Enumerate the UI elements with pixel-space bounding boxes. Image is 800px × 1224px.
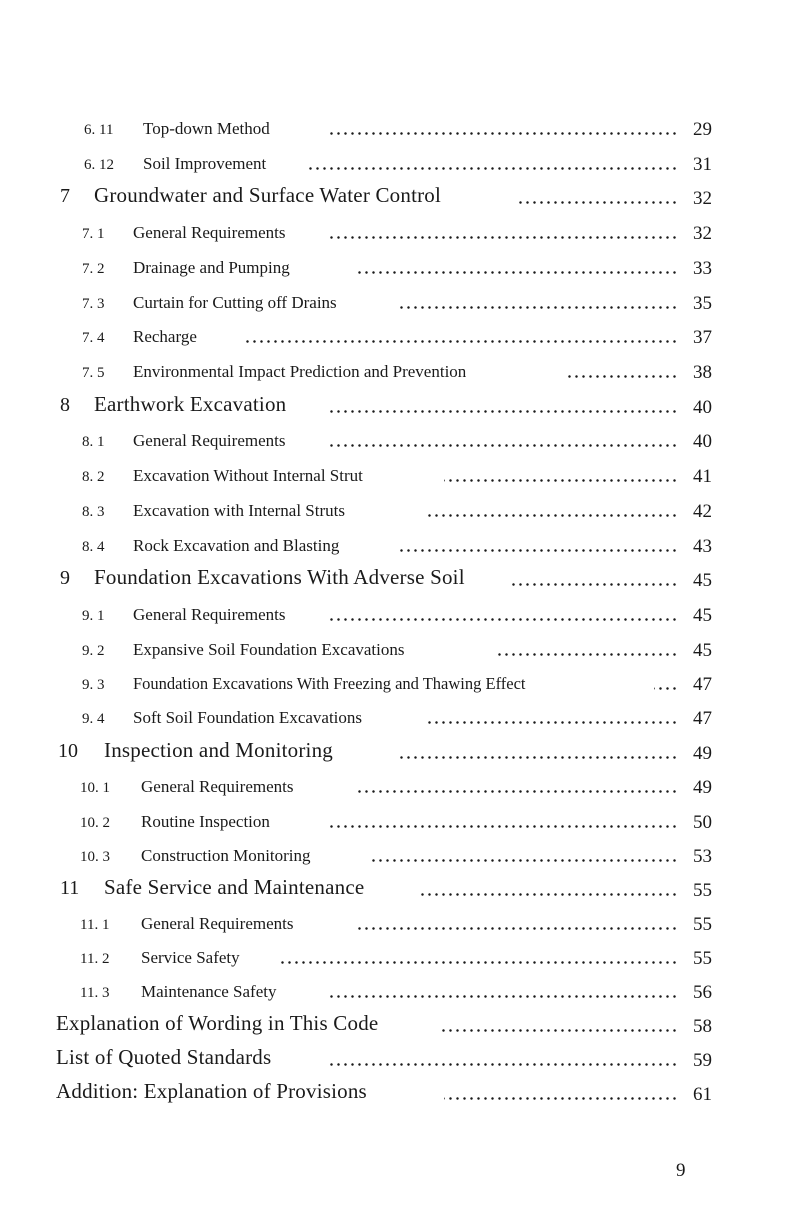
toc-entry-number: 7. 5 (82, 365, 105, 381)
toc-entry-number: 10. 1 (80, 780, 110, 796)
toc-entry-title: List of Quoted Standards (56, 1045, 272, 1069)
toc-entry-title: General Requirements (141, 914, 294, 933)
dot-leader (512, 583, 678, 586)
toc-entry-number: 8. 1 (82, 434, 105, 450)
toc-entry-page: 29 (693, 119, 712, 140)
toc-entry-10[interactable] (0, 735, 800, 769)
toc-entry-title: Explanation of Wording in This Code (56, 1011, 379, 1035)
toc-entry-title: Recharge (133, 327, 197, 346)
toc-entry-8-2[interactable] (0, 458, 800, 492)
toc-entry-number: 7 (60, 185, 70, 207)
toc-entry-title: Foundation Excavations With Freezing and Thawing Effect (133, 674, 526, 693)
toc-entry-7-1[interactable] (0, 215, 800, 249)
toc-entry-page: 41 (693, 466, 712, 487)
toc-entry-title: Earthwork Excavation (94, 392, 287, 416)
toc-entry-11-2[interactable] (0, 940, 800, 974)
toc-entry-page: 45 (693, 605, 712, 626)
dot-leader (418, 893, 678, 896)
toc-entry-page: 58 (693, 1016, 712, 1037)
toc-entry-9-4[interactable] (0, 700, 800, 734)
toc-entry-title: General Requirements (133, 605, 286, 624)
toc-entry-page: 49 (693, 743, 712, 764)
toc-entry-page: 40 (693, 397, 712, 418)
toc-entry-number: 10. 3 (80, 849, 110, 865)
dot-leader (400, 306, 678, 309)
toc-entry-page: 35 (693, 293, 712, 314)
toc-entry-explanation-of-provisions[interactable] (0, 1076, 800, 1110)
toc-entry-number: 11. 2 (80, 951, 110, 967)
toc-entry-number: 9. 3 (82, 677, 105, 693)
toc-entry-number: 6. 12 (84, 157, 114, 173)
dot-leader (330, 444, 678, 447)
toc-entry-page: 50 (693, 812, 712, 833)
toc-entry-7-4[interactable] (0, 319, 800, 353)
toc-entry-6-12[interactable] (0, 146, 800, 180)
toc-entry-page: 55 (693, 948, 712, 969)
dot-leader (278, 961, 678, 964)
toc-entry-title: Construction Monitoring (141, 846, 311, 865)
dot-leader (398, 549, 678, 552)
toc-entry-page: 47 (693, 674, 712, 695)
toc-entry-page: 45 (693, 570, 712, 591)
toc-entry-number: 8. 2 (82, 469, 105, 485)
toc-entry-number: 11. 1 (80, 917, 110, 933)
dot-leader (398, 756, 678, 759)
toc-entry-11-1[interactable] (0, 906, 800, 940)
toc-entry-title: Service Safety (141, 948, 240, 967)
toc-entry-title: General Requirements (133, 223, 286, 242)
toc-entry-title: Expansive Soil Foundation Excavations (133, 640, 405, 659)
toc-entry-title: Maintenance Safety (141, 982, 277, 1001)
toc-entry-title: Groundwater and Surface Water Control (94, 183, 442, 207)
toc-entry-page: 38 (693, 362, 712, 383)
toc-entry-8-3[interactable] (0, 493, 800, 527)
dot-leader (566, 375, 678, 378)
dot-leader (330, 995, 678, 998)
dot-leader (442, 1029, 678, 1032)
dot-leader (330, 132, 678, 135)
toc-entry-title: Excavation Without Internal Strut (133, 466, 363, 485)
toc-entry-page: 61 (693, 1084, 712, 1105)
toc-entry-page: 32 (693, 223, 712, 244)
toc-entry-title: Soft Soil Foundation Excavations (133, 708, 363, 727)
toc-entry-page: 43 (693, 536, 712, 557)
toc-entry-page: 37 (693, 327, 712, 348)
toc-entry-number: 10 (58, 740, 78, 762)
dot-leader (372, 859, 678, 862)
toc-entry-page: 33 (693, 258, 712, 279)
toc-entry-title: Safe Service and Maintenance (104, 875, 365, 899)
toc-entry-page: 55 (693, 914, 712, 935)
toc-entry-title: Rock Excavation and Blasting (133, 536, 340, 555)
toc-entry-title: Curtain for Cutting off Drains (133, 293, 337, 312)
dot-leader (444, 479, 678, 482)
toc-entry-page: 40 (693, 431, 712, 452)
toc-entry-title: Environmental Impact Prediction and Prevention (133, 362, 467, 381)
toc-entry-number: 7. 3 (82, 296, 105, 312)
toc-entry-9-3[interactable] (0, 666, 800, 700)
toc-entry-page: 42 (693, 501, 712, 522)
toc-entry-page: 53 (693, 846, 712, 867)
dot-leader (356, 790, 678, 793)
toc-entry-title: General Requirements (141, 777, 294, 796)
toc-entry-number: 9 (60, 567, 70, 589)
page-number: 9 (676, 1160, 686, 1181)
toc-entry-number: 11. 3 (80, 985, 110, 1001)
toc-entry-page: 45 (693, 640, 712, 661)
toc-entry-number: 8. 3 (82, 504, 105, 520)
dot-leader (328, 1063, 678, 1066)
toc-entry-number: 9. 1 (82, 608, 105, 624)
toc-entry-9-2[interactable] (0, 632, 800, 666)
toc-entry-8-1[interactable] (0, 423, 800, 457)
toc-entry-title: Top-down Method (143, 119, 270, 138)
dot-leader (496, 653, 678, 656)
toc-entry-number: 7. 1 (82, 226, 105, 242)
toc-entry-list-of-quoted-standards[interactable] (0, 1042, 800, 1076)
toc-entry-number: 8 (60, 394, 70, 416)
toc-entry-7-5[interactable] (0, 354, 800, 388)
dot-leader (356, 927, 678, 930)
dot-leader (330, 825, 678, 828)
dot-leader (424, 514, 678, 517)
toc-entry-number: 7. 2 (82, 261, 105, 277)
toc-entry-7[interactable] (0, 180, 800, 214)
toc-entry-6-11[interactable] (0, 111, 800, 145)
toc-entry-explanation-of-wording[interactable] (0, 1008, 800, 1042)
toc-entry-title: Excavation with Internal Struts (133, 501, 345, 520)
dot-leader (244, 340, 678, 343)
toc-entry-page: 49 (693, 777, 712, 798)
toc-entry-number: 7. 4 (82, 330, 105, 346)
toc-entry-7-3[interactable] (0, 285, 800, 319)
toc-entry-page: 47 (693, 708, 712, 729)
toc-entry-number: 11 (60, 877, 80, 899)
toc-entry-title: Routine Inspection (141, 812, 270, 831)
toc-entry-title: Drainage and Pumping (133, 258, 290, 277)
toc-entry-page: 55 (693, 880, 712, 901)
toc-entry-title: General Requirements (133, 431, 286, 450)
toc-entry-9[interactable] (0, 562, 800, 596)
toc-entry-7-2[interactable] (0, 250, 800, 284)
toc-entry-page: 31 (693, 154, 712, 175)
toc-entry-8-4[interactable] (0, 528, 800, 562)
toc-entry-number: 10. 2 (80, 815, 110, 831)
toc-entry-title: Foundation Excavations With Adverse Soil (94, 565, 465, 589)
toc-entry-title: Soil Improvement (143, 154, 267, 173)
dot-leader (306, 167, 678, 170)
dot-leader (330, 236, 678, 239)
toc-entry-8[interactable] (0, 389, 800, 423)
toc-entry-number: 9. 2 (82, 643, 105, 659)
toc-entry-title: Addition: Explanation of Provisions (56, 1079, 367, 1103)
toc-entry-title: Inspection and Monitoring (104, 738, 333, 762)
dot-leader (330, 618, 678, 621)
toc-entry-10-3[interactable] (0, 838, 800, 872)
toc-entry-10-2[interactable] (0, 804, 800, 838)
dot-leader (328, 410, 678, 413)
toc-entry-10-1[interactable] (0, 769, 800, 803)
dot-leader (424, 721, 678, 724)
toc-entry-9-1[interactable] (0, 597, 800, 631)
toc-entry-page: 32 (693, 188, 712, 209)
toc-entry-page: 56 (693, 982, 712, 1003)
dot-leader (444, 1097, 678, 1100)
toc-entry-number: 9. 4 (82, 711, 105, 727)
toc-entry-11-3[interactable] (0, 974, 800, 1008)
toc-entry-page: 59 (693, 1050, 712, 1071)
toc-entry-11[interactable] (0, 872, 800, 906)
dot-leader (356, 271, 678, 274)
toc-entry-number: 6. 11 (84, 122, 114, 138)
toc-entry-number: 8. 4 (82, 539, 105, 555)
dot-leader (516, 201, 678, 204)
dot-leader (654, 687, 678, 690)
